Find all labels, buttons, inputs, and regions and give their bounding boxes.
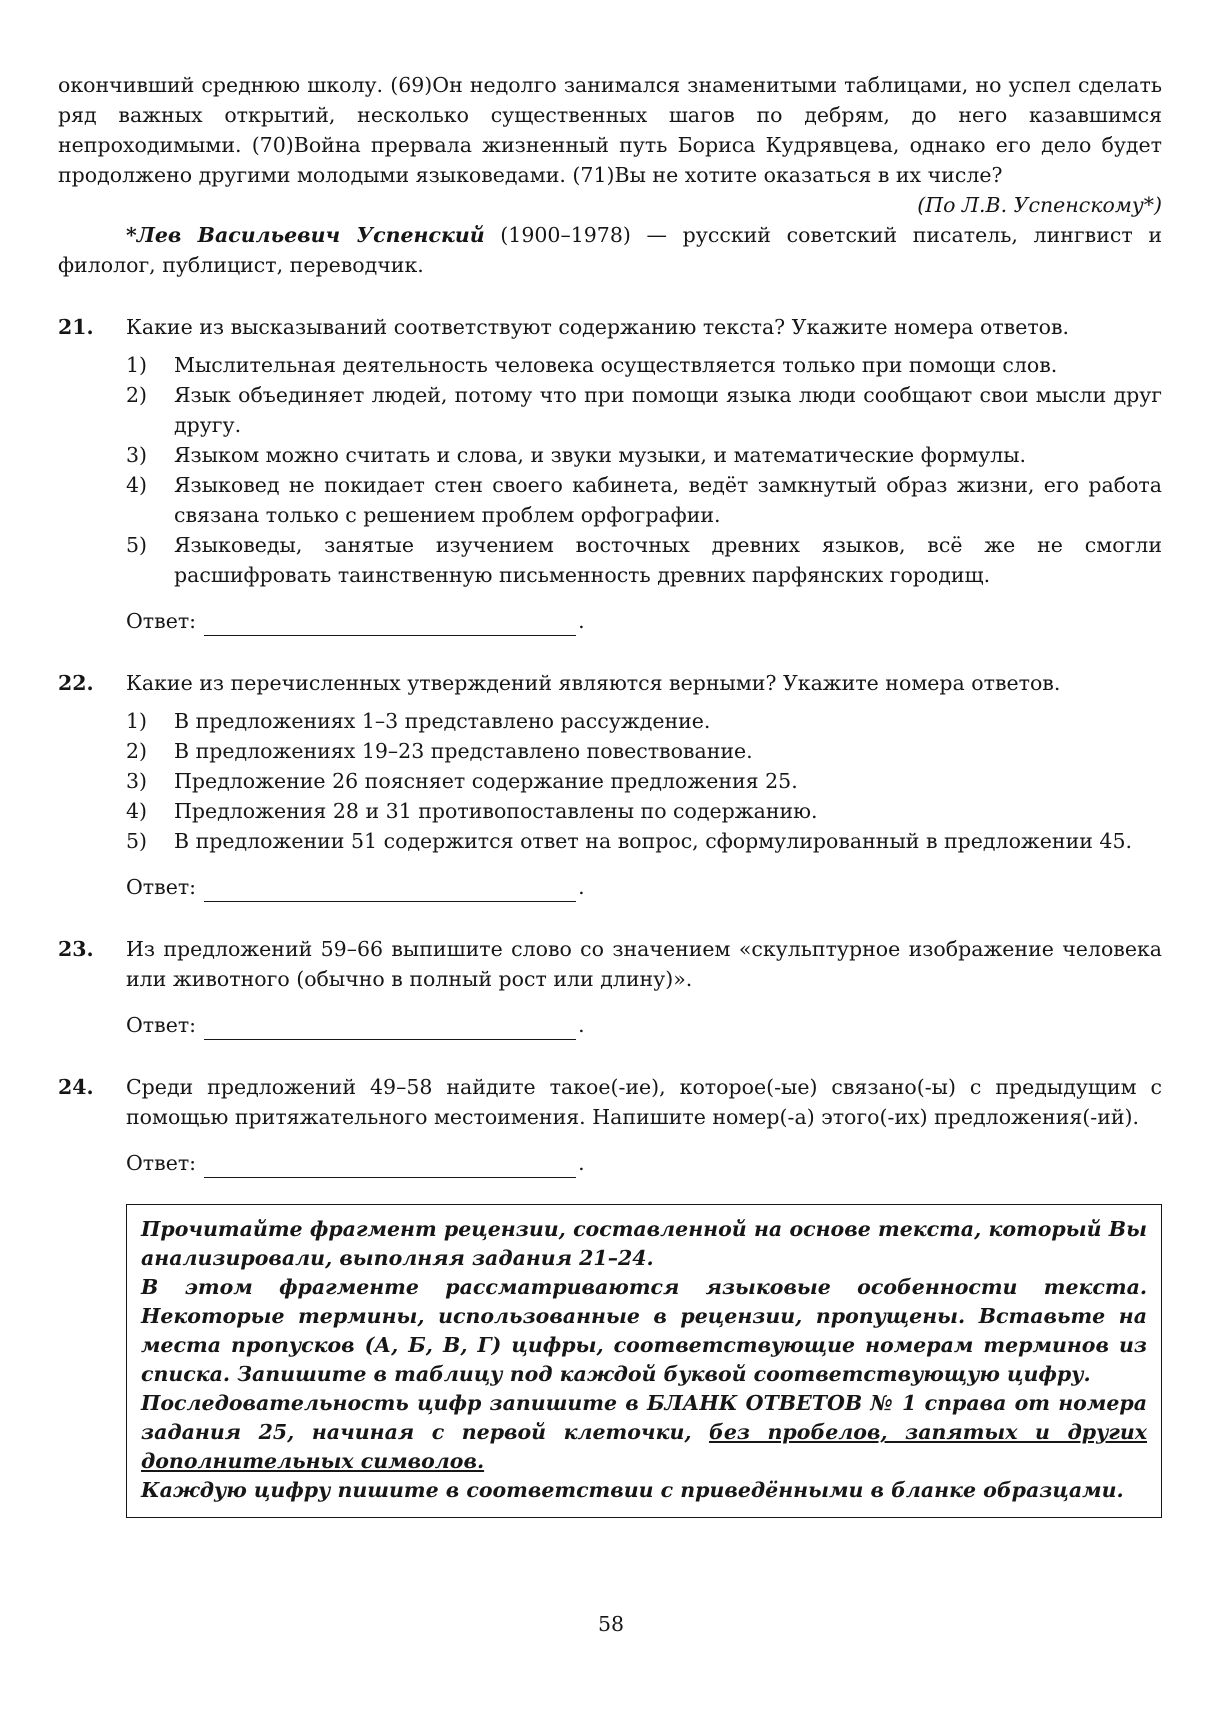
option-item <box>126 736 1162 766</box>
answer-line[interactable] <box>204 613 576 636</box>
option-number: 1) <box>126 353 148 377</box>
option-number: 5) <box>126 829 148 853</box>
task-number: 23. <box>58 937 94 961</box>
task-22 <box>58 668 1162 902</box>
page-number: 58 <box>597 1612 625 1636</box>
options-list <box>126 350 1162 590</box>
answer-line[interactable] <box>204 1017 576 1040</box>
answer-end: . <box>578 875 585 899</box>
task-question: Какие из перечисленных утверждений являются верными? Укажите номера ответов. <box>126 671 1061 695</box>
task-23 <box>58 934 1162 1040</box>
footnote-text: (1900–1978) — русский советский писатель, лингвист и филолог, публицист, переводчик. <box>58 223 1162 277</box>
instruction-box <box>126 1204 1162 1518</box>
answer-line[interactable] <box>204 1155 576 1178</box>
answer-end: . <box>578 609 585 633</box>
answer-label: Ответ: <box>126 875 197 899</box>
option-text: Предложение 26 поясняет содержание предложения 25. <box>174 769 798 793</box>
instruction-read: Прочитайте фрагмент рецензии, составленной на основе текста, который Вы анализировали, выполняя задания 21–24. <box>141 1217 1147 1270</box>
option-text: В предложениях 1–3 представлено рассуждение. <box>174 709 711 733</box>
instruction-digits: Каждую цифру пишите в соответствии с приведёнными в бланке образцами. <box>141 1478 1124 1502</box>
answer-line[interactable] <box>204 879 576 902</box>
option-number: 3) <box>126 443 148 467</box>
option-text: Языком можно считать и слова, и звуки музыки, и математические формулы. <box>174 443 1027 467</box>
task-question: Среди предложений 49–58 найдите такое(-ие), которое(-ые) связано(-ы) с предыдущим с помощью притяжательного местоимения. Напишите номер(-а) этого(-их) предложения(-ий). <box>126 1075 1162 1129</box>
option-number: 2) <box>126 739 148 763</box>
option-item <box>126 796 1162 826</box>
option-number: 3) <box>126 769 148 793</box>
option-number: 1) <box>126 709 148 733</box>
answer-field <box>126 1148 1162 1178</box>
option-item <box>126 530 1162 590</box>
option-text: Язык объединяет людей, потому что при помощи языка люди сообщают свои мысли друг другу. <box>174 383 1162 437</box>
option-text: Мыслительная деятельность человека осуществляется только при помощи слов. <box>174 353 1058 377</box>
option-text: В предложениях 19–23 представлено повествование. <box>174 739 753 763</box>
option-item <box>126 766 1162 796</box>
option-number: 4) <box>126 473 148 497</box>
intro-paragraph: окончивший среднюю школу. (69)Он недолго занимался знаменитыми таблицами, но успел сделать ряд важных открытий, несколько существенных шагов по дебрям, до него казавшимся непроходимыми. (70)Война прервала жизненный путь Бориса Кудрявцева, однако его дело будет продолжено другими молодыми языковедами. (71)Вы не хотите оказаться в их числе? <box>58 73 1162 187</box>
instruction-sequence <box>141 1389 1147 1476</box>
option-number: 5) <box>126 533 148 557</box>
option-item <box>126 706 1162 736</box>
answer-end: . <box>578 1151 585 1175</box>
task-24 <box>58 1072 1162 1178</box>
instruction-sequence-text: Последовательность цифр запишите в БЛАНК ОТВЕТОВ № 1 справа от номера задания 25, начиная с первой клеточки, <box>141 1391 1147 1444</box>
exam-page <box>58 70 1162 1518</box>
option-item <box>126 826 1162 856</box>
answer-field <box>126 1010 1162 1040</box>
option-item <box>126 470 1162 530</box>
answer-field <box>126 606 1162 636</box>
instruction-fill: В этом фрагменте рассматриваются языковые особенности текста. Некоторые термины, использованные в рецензии, пропущены. Вставьте на места пропусков (А, Б, В, Г) цифры, соответствующие номерам терминов из списка. Запишите в таблицу под каждой буквой соответствующую цифру. <box>141 1275 1147 1386</box>
author-footnote <box>58 220 1162 280</box>
option-item <box>126 350 1162 380</box>
option-text: В предложении 51 содержится ответ на вопрос, сформулированный в предложении 45. <box>174 829 1133 853</box>
answer-field <box>126 872 1162 902</box>
option-number: 4) <box>126 799 148 823</box>
option-text: Языковед не покидает стен своего кабинета, ведёт замкнутый образ жизни, его работа связана только с решением проблем орфографии. <box>174 473 1162 527</box>
answer-label: Ответ: <box>126 1013 197 1037</box>
option-item <box>126 380 1162 440</box>
option-number: 2) <box>126 383 148 407</box>
text-source: (По Л.В. Успенскому*) <box>917 193 1162 217</box>
task-question: Из предложений 59–66 выпишите слово со значением «скульптурное изображение человека или животного (обычно в полный рост или длину)». <box>126 937 1162 991</box>
task-number: 24. <box>58 1075 94 1099</box>
option-text: Предложения 28 и 31 противопоставлены по содержанию. <box>174 799 818 823</box>
footnote-author: *Лев Васильевич Успенский <box>126 223 485 247</box>
option-text: Языковеды, занятые изучением восточных древних языков, всё же не смогли расшифровать таинственную письменность древних парфянских городищ. <box>174 533 1162 587</box>
task-21 <box>58 312 1162 636</box>
task-question: Какие из высказываний соответствуют содержанию текста? Укажите номера ответов. <box>126 315 1070 339</box>
task-number: 22. <box>58 671 94 695</box>
instruction-underlined: без пробелов, запятых и других дополнительных символов. <box>141 1420 1147 1473</box>
option-item <box>126 440 1162 470</box>
task-number: 21. <box>58 315 94 339</box>
answer-end: . <box>578 1013 585 1037</box>
options-list <box>126 706 1162 856</box>
answer-label: Ответ: <box>126 609 197 633</box>
answer-label: Ответ: <box>126 1151 197 1175</box>
